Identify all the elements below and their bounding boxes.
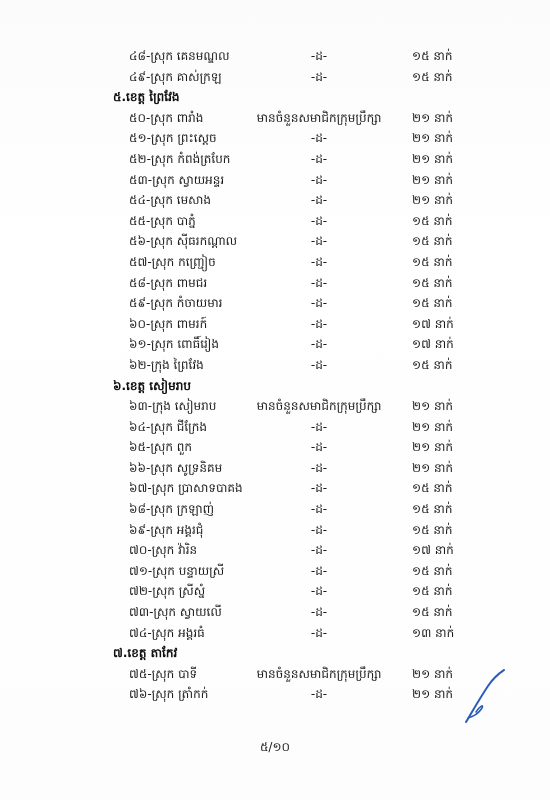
district-name: ៧៦-ស្រុក ត្រាំកក់ [129,687,209,702]
council-description: -ដ- [310,584,328,599]
district-row [0,602,550,623]
district-name: ៦៩-ស្រុក អង្គរជុំ [129,522,204,537]
district-row [0,355,550,376]
member-count: ២១ នាក់ [412,172,454,187]
member-count: ១៥ នាក់ [412,49,453,63]
council-description: -ដ- [310,357,328,372]
district-name: ៦២-ក្រុង ព្រៃវែង [129,357,204,372]
district-name: ៦៣-ក្រុង សៀមរាប [129,399,217,414]
district-name: ៥០-ស្រុក ពារាំង [129,110,204,125]
province-heading-text: ៧.ខេត្ត តាកែវ [113,646,178,661]
council-description: មានចំនួនសមាជិកក្រុមប្រឹក្សា [256,666,382,681]
district-name: ៦៧-ស្រុក ប្រាសាទបាគង [129,481,243,496]
district-name: ៦៨-ស្រុក ក្រឡាញ់ [129,502,215,517]
member-count: ១៥ នាក់ [412,234,453,249]
council-description: មានចំនួនសមាជិកក្រុមប្រឹក្សា [256,399,382,414]
district-row [0,623,550,644]
member-count: ១៣ នាក់ [412,625,455,640]
council-description: -ដ- [310,460,328,475]
district-name: ៥៣-ស្រុក ស្វាយអន្ទរ [129,172,225,187]
district-name: ៦០-ស្រុក ពាមរក៍ [129,316,208,331]
district-row [0,190,550,211]
council-description: -ដ- [310,687,328,702]
council-description: -ដ- [310,625,328,640]
council-description: -ដ- [310,563,328,578]
district-row [0,252,550,273]
council-description: -ដ- [310,316,328,331]
council-member-list [0,46,550,705]
member-count: ១៥ នាក់ [412,502,453,517]
council-description: -ដ- [310,234,328,249]
member-count: ១៥ នាក់ [412,584,453,599]
council-description: -ដ- [310,440,328,455]
council-description: -ដ- [310,254,328,269]
page-number: ៥/១០ [259,740,291,754]
district-name: ៥៤-ស្រុក មេសាង [129,193,212,208]
district-name: ៥៧-ស្រុក កញ្ជ្រៀច [129,254,216,269]
member-count: ១៥ នាក់ [412,254,453,269]
member-count: ១៧ នាក់ [412,337,454,352]
district-name: ៧៤-ស្រុក អង្គរធំ [129,625,205,640]
district-row [0,67,550,88]
council-description: -ដ- [310,49,328,63]
district-row [0,417,550,438]
district-row [0,149,550,170]
province-heading [0,643,550,664]
district-name: ៥៩-ស្រុក កំចាយមារ [129,296,223,311]
member-count: ១៥ នាក់ [412,522,453,537]
member-count: ២១ នាក់ [412,193,454,208]
district-name: ៥២-ស្រុក កំពង់ត្របែក [129,151,231,166]
council-description: -ដ- [310,275,328,290]
district-row [0,231,550,252]
member-count: ២១ នាក់ [412,399,454,414]
member-count: ១៥ នាក់ [412,481,453,496]
member-count: ១៥ នាក់ [412,69,453,84]
council-description: -ដ- [310,172,328,187]
district-row [0,581,550,602]
district-row [0,458,550,479]
district-row [0,108,550,129]
district-row [0,499,550,520]
district-name: ៥៦-ស្រុក ស៊ីធរកណ្ដាល [129,234,238,249]
member-count: ១៥ នាក់ [412,275,453,290]
district-name: ៤៨-ស្រុក គេនមណ្ឌល [129,49,230,63]
council-description: -ដ- [310,69,328,84]
council-description: -ដ- [310,502,328,517]
council-description: -ដ- [310,543,328,558]
member-count: ១៧ នាក់ [412,316,454,331]
member-count: ១៥ នាក់ [412,357,453,372]
district-row [0,334,550,355]
district-row [0,396,550,417]
district-name: ៧៣-ស្រុក ស្វាយលើ [129,605,222,620]
member-count: ១៧ នាក់ [412,543,454,558]
district-row [0,520,550,541]
member-count: ២១ នាក់ [412,151,454,166]
council-description: -ដ- [310,522,328,537]
district-name: ៦៥-ស្រុក ពួក [129,440,192,455]
council-description: -ដ- [310,151,328,166]
district-name: ៧៥-ស្រុក បាទី [129,666,198,681]
council-description: -ដ- [310,419,328,434]
district-row [0,273,550,294]
district-name: ៧០-ស្រុក វ៉ារិន [129,543,198,558]
district-row [0,170,550,191]
district-row [0,437,550,458]
member-count: ២១ នាក់ [412,440,454,455]
district-name: ៦៦-ស្រុក សូទ្រនិគម [129,460,223,475]
member-count: ២១ នាក់ [412,460,454,475]
district-row [0,561,550,582]
district-name: ៦១-ស្រុក ពោធិ៍រៀង [129,337,219,352]
province-heading-text: ៥.ខេត្ត ព្រៃវែង [113,90,180,105]
province-heading [0,376,550,397]
district-row [0,314,550,335]
council-description: -ដ- [310,296,328,311]
signature-mark [458,668,508,728]
province-heading-text: ៦.ខេត្ត សៀមរាប [113,378,191,393]
council-description: -ដ- [310,213,328,228]
member-count: ២១ នាក់ [412,687,454,702]
council-description: -ដ- [310,481,328,496]
district-row [0,293,550,314]
member-count: ១៥ នាក់ [412,296,453,311]
member-count: ២១ នាក់ [412,666,454,681]
member-count: ២១ នាក់ [412,131,454,146]
province-heading [0,87,550,108]
district-row [0,128,550,149]
district-name: ៧២-ស្រុក ស្រីស្នំ [129,584,206,599]
district-name: ៧១-ស្រុក បន្ទាយស្រី [129,563,225,578]
council-description: -ដ- [310,193,328,208]
member-count: ១៥ នាក់ [412,213,453,228]
member-count: ១៥ នាក់ [412,605,453,620]
district-name: ៥១-ស្រុក ព្រះស្ដេច [129,131,217,146]
district-row [0,46,550,67]
district-name: ៦៤-ស្រុក ជីក្រែង [129,419,207,434]
council-description: -ដ- [310,337,328,352]
district-row [0,211,550,232]
member-count: ២១ នាក់ [412,110,454,125]
district-row [0,478,550,499]
council-description: -ដ- [310,131,328,146]
district-name: ៥៨-ស្រុក ពាមជរ [129,275,208,290]
member-count: ២១ នាក់ [412,419,454,434]
district-name: ៤៩-ស្រុក គាស់ក្រឡ [129,69,222,84]
council-description: មានចំនួនសមាជិកក្រុមប្រឹក្សា [256,110,382,125]
member-count: ១៥ នាក់ [412,563,453,578]
district-name: ៥៥-ស្រុក បាភ្នំ [129,213,196,228]
council-description: -ដ- [310,605,328,620]
district-row [0,540,550,561]
